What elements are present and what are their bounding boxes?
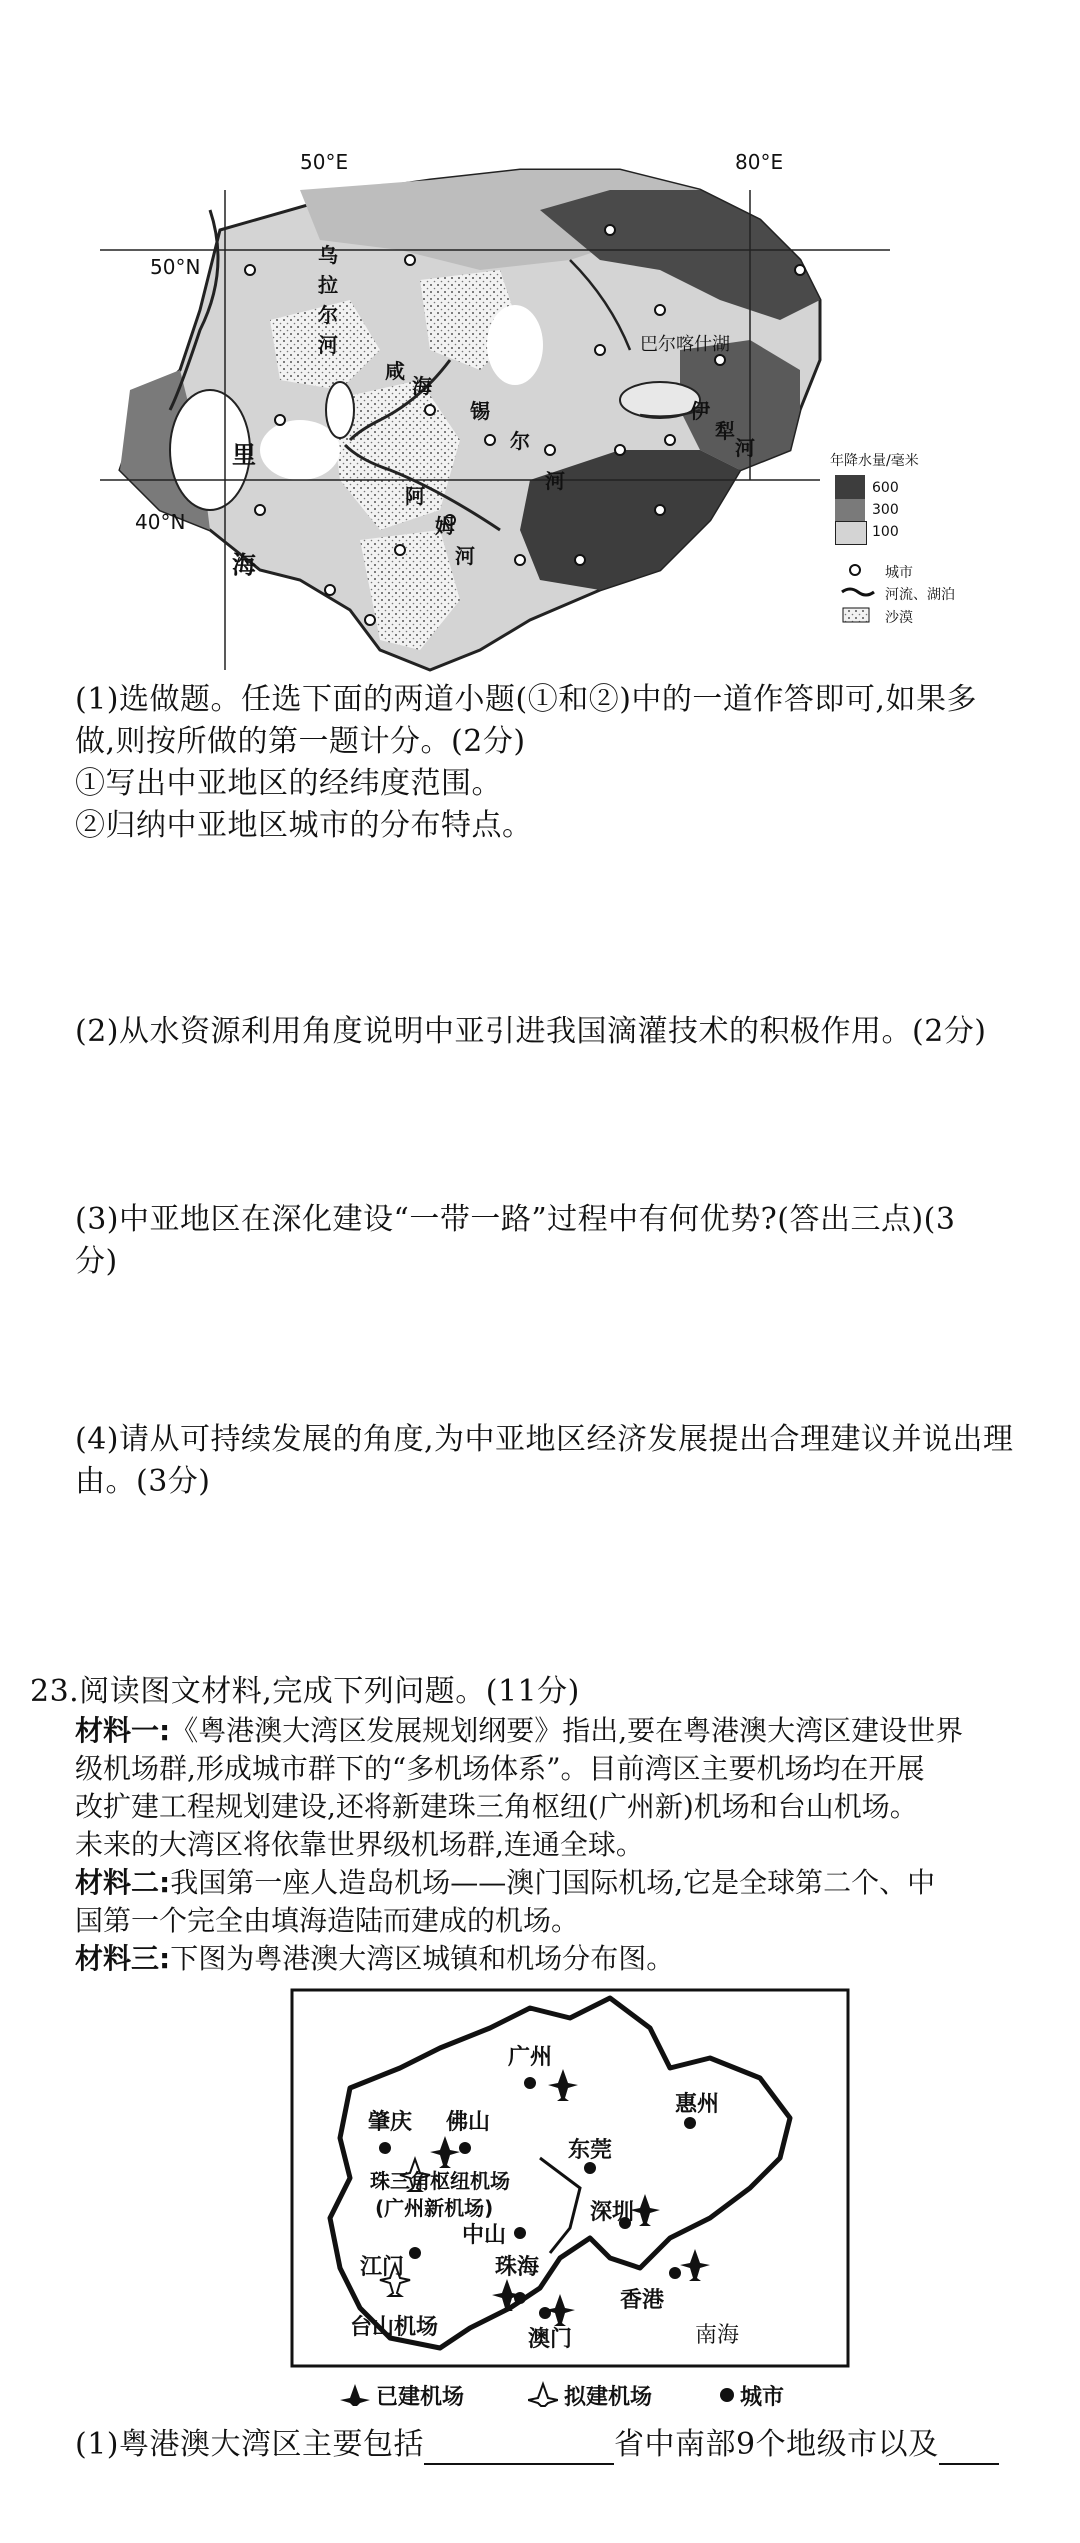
amu-label-3: 河 [455,544,475,568]
q23-title: 23.阅读图文材料,完成下列问题。(11分) [30,1674,580,1709]
legend-300-label: 300 [872,502,899,518]
label-hub-airport: 珠三角枢纽机场 [370,2169,510,2193]
legend-built-airport: 已建机场 [376,2385,465,2410]
legend-swatch-600 [835,475,865,499]
q23-material-1-line4: 未来的大湾区将依靠世界级机场群,连通全球。 [75,1828,644,1861]
ili-label-2: 犁 [715,419,735,443]
legend-city: 城市 [740,2385,785,2410]
lon-80-label: 80°E [735,150,784,174]
legend-river-icon [842,589,874,595]
label-zhongshan: 中山 [462,2223,507,2248]
amu-label-1: 阿 [405,484,425,508]
legend-600-label: 600 [872,480,899,496]
legend-city-label: 城市 [885,565,913,581]
caspian-label: 里 海 [232,441,256,579]
syr-label-2: 尔 [510,429,530,453]
q23-p1 [75,2425,999,2465]
precip-legend-title: 年降水量/毫米 [830,453,919,469]
label-foshan: 佛山 [446,2110,491,2135]
q22-p1-option-b: ②归纳中亚地区城市的分布特点。 [75,808,533,843]
answer-blank-2[interactable] [939,2433,999,2465]
label-zhuhai: 珠海 [495,2255,540,2280]
q22-p2: (2)从水资源利用角度说明中亚引进我国滴灌技术的积极作用。(2分) [75,1014,987,1049]
lat-40-label: 40°N [135,510,186,534]
q23-material-1-line2: 级机场群,形成城市群下的“多机场体系”。目前湾区主要机场均在开展 [75,1752,925,1785]
legend-desert-icon [843,608,869,622]
ili-label-1: 伊 [690,399,710,423]
legend-swatch-300 [835,499,865,521]
q23-material-2-line1: 材料二:我国第一座人造岛机场——澳门国际机场,它是全球第二个、中 [75,1866,936,1899]
city-legend-icon [720,2388,734,2402]
lat-50-label: 50°N [150,255,201,279]
aral-label-b: 海 [412,374,432,398]
q23-material-1-line1: 材料一:《粤港澳大湾区发展规划纲要》指出,要在粤港澳大湾区建设世界 [75,1714,964,1747]
lon-50-label: 50°E [300,150,349,174]
planned-airport-legend-icon [528,2380,558,2408]
q23-p1-text-a: (1)粤港澳大湾区主要包括 [75,2427,424,2462]
label-hongkong: 香港 [620,2288,665,2313]
label-guangzhou: 广州 [508,2045,553,2070]
label-zhaoqing: 肇庆 [368,2110,413,2135]
amu-label-2: 姆 [435,514,455,538]
syr-label-1: 锡 [470,399,490,423]
q22-p4-line1: (4)请从可持续发展的角度,为中亚地区经济发展提出合理建议并说出理 [75,1422,1014,1457]
legend-planned-airport: 拟建机场 [564,2385,653,2410]
label-jiangmen: 江门 [360,2255,405,2280]
ili-label-3: 河 [735,436,755,460]
legend-desert-label: 沙漠 [885,610,913,626]
legend-river-label: 河流、湖泊 [885,587,955,603]
legend-100-label: 100 [872,524,899,540]
legend-swatch-100 [835,521,867,545]
q22-p1-line1: (1)选做题。任选下面的两道小题(①和②)中的一道作答即可,如果多 [75,682,977,717]
label-south-sea: 南海 [695,2323,740,2348]
label-huizhou: 惠州 [675,2092,720,2117]
label-dongguan: 东莞 [568,2138,613,2163]
balkhash-label: 巴尔喀什湖 [640,334,730,355]
q23-material-1-line3: 改扩建工程规划建设,还将新建珠三角枢纽(广州新)机场和台山机场。 [75,1790,918,1823]
answer-blank-1[interactable] [424,2433,614,2465]
label-taishan-airport: 台山机场 [350,2315,439,2340]
syr-label-3: 河 [545,469,565,493]
label-shenzhen: 深圳 [590,2200,635,2225]
q22-p1-option-a: ①写出中亚地区的经纬度范围。 [75,766,502,801]
label-macao: 澳门 [528,2327,573,2352]
q22-p4-line2: 由。(3分) [75,1464,211,1499]
ural-river-label: 乌 拉 尔 河 [318,243,338,357]
q22-p3-line2: 分) [75,1244,118,1279]
q23-material-3-line1: 材料三:下图为粤港澳大湾区城镇和机场分布图。 [75,1942,675,1975]
label-hub-airport-note: (广州新机场) [375,2196,494,2220]
legend-city-icon [850,565,860,575]
q23-p1-text-b: 省中南部9个地级市以及 [614,2427,939,2462]
q23-material-2-line2: 国第一个完全由填海造陆而建成的机场。 [75,1904,580,1937]
q22-p1-line2: 做,则按所做的第一题计分。(2分) [75,724,526,759]
material-3-label: 材料三: [75,1942,171,1975]
material-1-label: 材料一: [75,1714,171,1747]
q22-p3-line1: (3)中亚地区在深化建设“一带一路”过程中有何优势?(答出三点)(3 [75,1202,956,1237]
aral-label-a: 咸 [385,359,405,383]
material-2-label: 材料二: [75,1866,171,1899]
built-airport-legend-icon [340,2380,370,2408]
legend-symbols [840,560,880,640]
